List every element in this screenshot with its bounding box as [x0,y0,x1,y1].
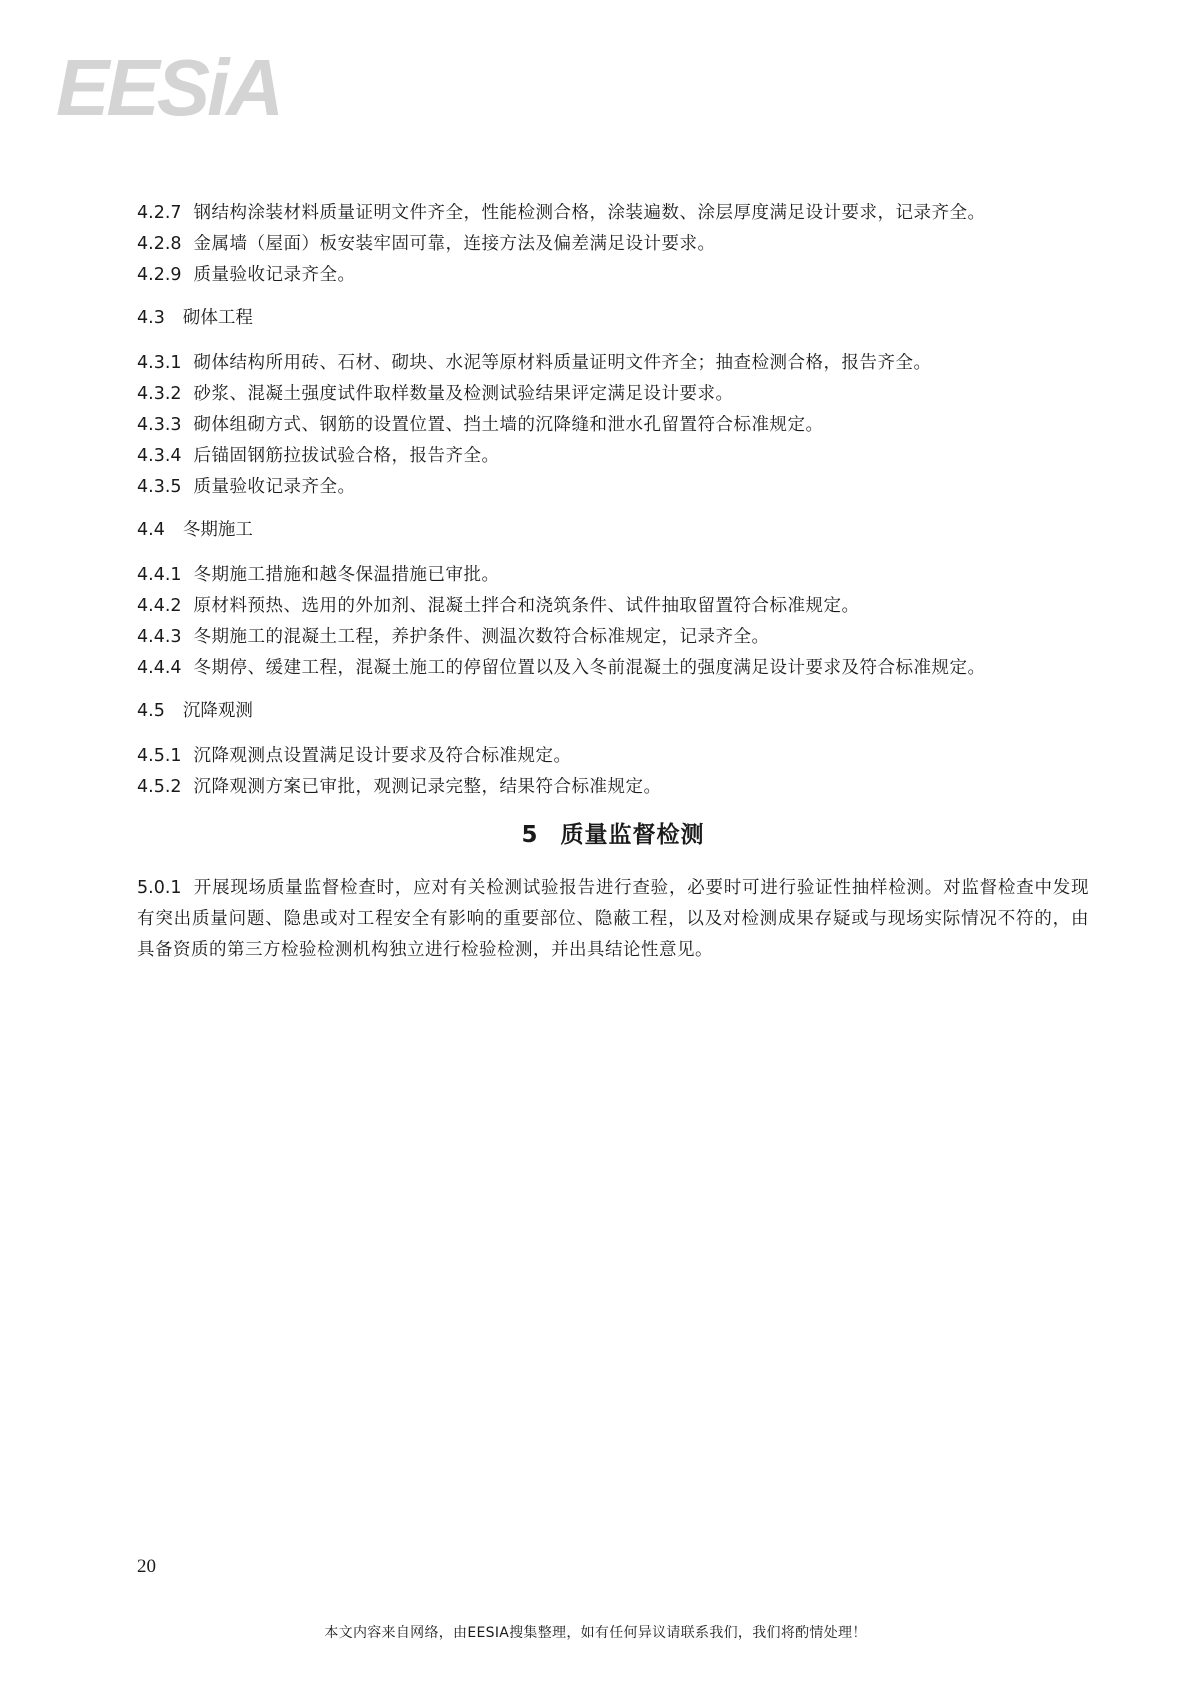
eesia-logo: EESiA [56,43,282,132]
section-title: 砌体工程 [182,308,253,328]
clause-text: 冬期停、缓建工程，混凝土施工的停留位置以及入冬前混凝土的强度满足设计要求及符合标准规定。 [193,658,986,678]
clause-text: 钢结构涂装材料质量证明文件齐全，性能检测合格，涂装遍数、涂层厚度满足设计要求，记录齐全。 [193,203,986,223]
section-heading-4-3 [137,303,1089,334]
clause-text: 冬期施工措施和越冬保温措施已审批。 [193,565,500,585]
clause-text: 沉降观测点设置满足设计要求及符合标准规定。 [193,746,572,766]
section-number: 4.3 [137,308,165,328]
clause-number: 4.2.8 [137,234,182,254]
clause-text: 质量验收记录齐全。 [193,265,356,285]
chapter-number: 5 [521,822,539,848]
clause-text: 后锚固钢筋拉拔试验合格，报告齐全。 [193,446,500,466]
clause-4-4-1 [137,560,1089,591]
clause-4-4-4 [137,653,1089,684]
clause-4-3-4 [137,441,1089,472]
clause-number: 4.4.4 [137,658,182,678]
clause-number: 4.3.5 [137,477,182,497]
clause-4-4-2 [137,591,1089,622]
section-number: 4.5 [137,701,165,721]
clause-4-3-3 [137,410,1089,441]
document-body [137,198,1089,966]
clause-number: 5.0.1 [137,878,182,898]
footer-note: 本文内容来自网络，由EESIA搜集整理，如有任何异议请联系我们，我们将酌情处理！ [324,1625,867,1641]
clause-number: 4.4.2 [137,596,182,616]
clause-number: 4.3.3 [137,415,182,435]
clauses-4-3 [137,348,1089,503]
clause-4-2-8 [137,229,1089,260]
section-number: 4.4 [137,520,165,540]
clause-4-4-3 [137,622,1089,653]
clause-text: 原材料预热、选用的外加剂、混凝土拌合和浇筑条件、试件抽取留置符合标准规定。 [193,596,860,616]
chapter-title [137,817,1089,853]
clause-4-2-9 [137,260,1089,291]
clause-number: 4.5.1 [137,746,182,766]
clause-text: 冬期施工的混凝土工程，养护条件、测温次数符合标准规定，记录齐全。 [193,627,770,647]
page-number: 20 [137,1556,156,1577]
clause-4-5-2 [137,772,1089,803]
section-title: 冬期施工 [182,520,253,540]
clause-number: 4.5.2 [137,777,182,797]
clause-text: 质量验收记录齐全。 [193,477,356,497]
clause-4-2-7 [137,198,1089,229]
clause-text: 砌体组砌方式、钢筋的设置位置、挡土墙的沉降缝和泄水孔留置符合标准规定。 [193,415,824,435]
clause-text: 金属墙（屋面）板安装牢固可靠，连接方法及偏差满足设计要求。 [193,234,716,254]
clause-4-3-2 [137,379,1089,410]
section-heading-4-4 [137,515,1089,546]
clause-4-3-5 [137,472,1089,503]
clause-number: 4.4.1 [137,565,182,585]
clause-4-5-1 [137,741,1089,772]
clause-text: 砌体结构所用砖、石材、砌块、水泥等原材料质量证明文件齐全；抽查检测合格，报告齐全。 [193,353,932,373]
clauses-4-5 [137,741,1089,803]
clause-number: 4.3.2 [137,384,182,404]
clause-number: 4.3.4 [137,446,182,466]
clause-text: 沉降观测方案已审批，观测记录完整，结果符合标准规定。 [193,777,662,797]
clause-4-3-1 [137,348,1089,379]
clause-text: 砂浆、混凝土强度试件取样数量及检测试验结果评定满足设计要求。 [193,384,734,404]
chapter-name: 质量监督检测 [560,822,705,848]
clause-number: 4.4.3 [137,627,182,647]
clause-5-0-1 [137,873,1089,966]
clause-number: 4.3.1 [137,353,182,373]
clause-number: 4.2.7 [137,203,182,223]
clauses-4-2 [137,198,1089,291]
section-title: 沉降观测 [182,701,253,721]
clause-number: 4.2.9 [137,265,182,285]
section-heading-4-5 [137,696,1089,727]
clause-text: 开展现场质量监督检查时，应对有关检测试验报告进行查验，必要时可进行验证性抽样检测。对监督检查中发现有突出质量问题、隐患或对工程安全有影响的重要部位、隐蔽工程，以及对检测成果存疑或与现场实际情况不符的，由具备资质的第三方检验检测机构独立进行检验检测，并出具结论性意见。 [137,878,1089,960]
clauses-5 [137,873,1089,966]
clauses-4-4 [137,560,1089,684]
